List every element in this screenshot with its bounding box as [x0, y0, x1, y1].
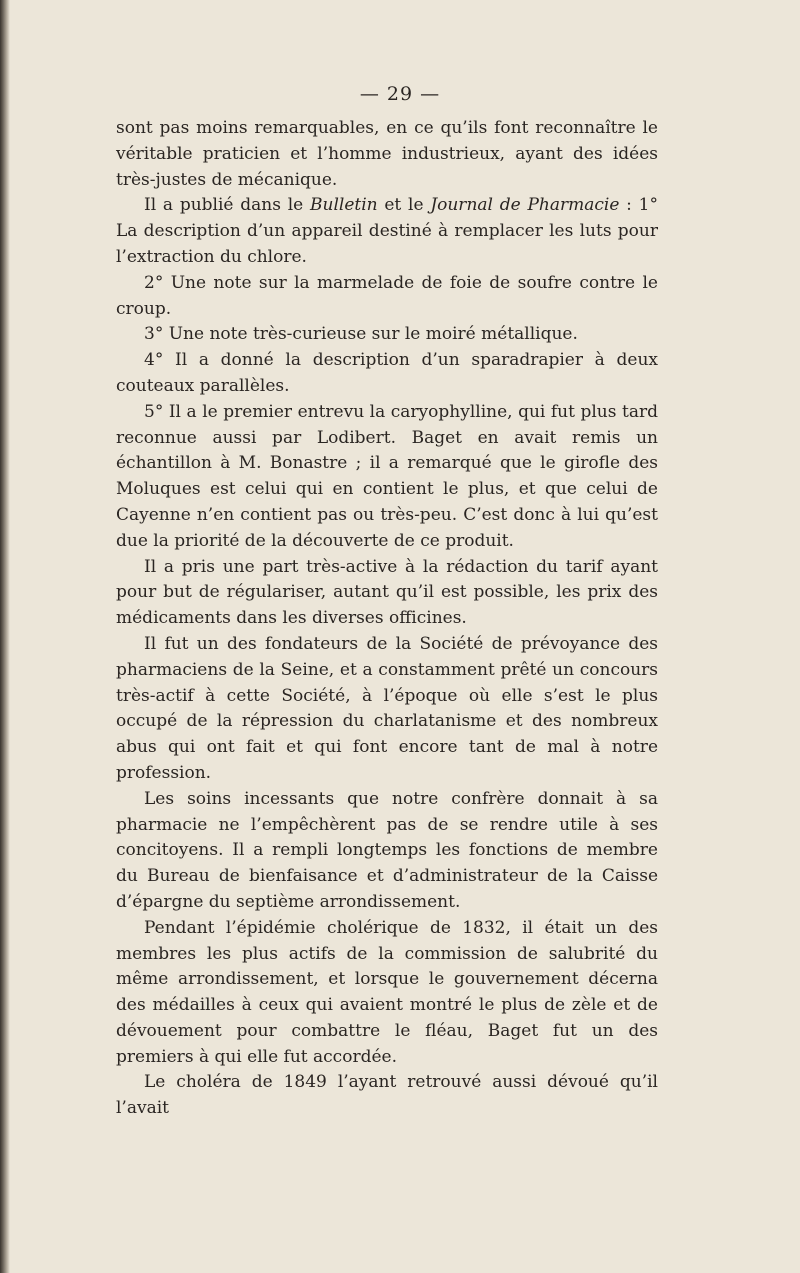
paragraph: 4° Il a donné la description d’un sparadrapier à deux couteaux parallèles. [116, 350, 658, 396]
paragraph: Il a pris une part très-active à la rédaction du tarif ayant pour but de régulariser, autant qu’il est possible, les prix des médicaments dans les diverses officines. [116, 556, 658, 629]
paragraph: Pendant l’épidémie cholérique de 1832, il était un des membres les plus actifs de la commission de salubrité du même arrondissement, et lorsque le gouvernement décerna des médailles à ceux qui avaient montré le plus de zèle et de dévouement pour combattre le fléau, Baget fut un des premiers à qui elle fut accordée. [116, 917, 658, 1067]
paragraph: 5° Il a le premier entrevu la caryophylline, qui fut plus tard reconnue aussi par Lodibert. Baget en avait remis un échantillon à M. Bonastre ; il a remarqué que le girofle des Moluques est celui qui en contient le plus, et que celui de Cayenne n’en contient pas ou très-peu. C’est donc à lui qu’est due la priorité de la découverte de ce produit. [116, 401, 658, 551]
paragraph: sont pas moins remarquables, en ce qu’ils font reconnaître le véritable praticien et l’homme industrieux, ayant des idées très-justes de mécanique. [116, 118, 658, 190]
paragraph: Le choléra de 1849 l’ayant retrouvé aussi dévoué qu’il l’avait [116, 1072, 658, 1119]
paragraph: Les soins incessants que notre confrère donnait à sa pharmacie ne l’empêchèrent pas de se rendre utile à ses concitoyens. Il a rempli longtemps les fonctions de membre du Bureau de bienfaisance et d’administrateur de la Caisse d’épargne du septième arrondissement. [116, 788, 658, 912]
page-binding-edge [0, 0, 10, 1273]
paragraph: 3° Une note très-curieuse sur le moiré métallique. [144, 324, 578, 345]
paragraph-text: Il a publié dans le [144, 195, 310, 216]
journal-title: Journal de Pharmacie [430, 195, 620, 216]
paragraph: Il fut un des fondateurs de la Société de prévoyance des pharmaciens de la Seine, et a constamment prêté un concours très-actif à cette Société, à l’époque où elle s’est le plus occupé de la répression du charlatanisme et des nombreux abus qui ont fait et qui font encore tant de mal à notre profession. [116, 633, 658, 783]
page-number: — 29 — [359, 83, 441, 105]
paragraph [116, 193, 658, 270]
journal-title: Bulletin [310, 195, 378, 216]
paragraph: 2° Une note sur la marmelade de foie de soufre contre le croup. [116, 272, 658, 319]
paragraph-text: et le [377, 195, 431, 216]
paragraph-text: : 1° La description d’un appareil destiné à remplacer les luts pour l’extraction du chlore. [116, 195, 658, 267]
page-body [116, 116, 658, 1122]
